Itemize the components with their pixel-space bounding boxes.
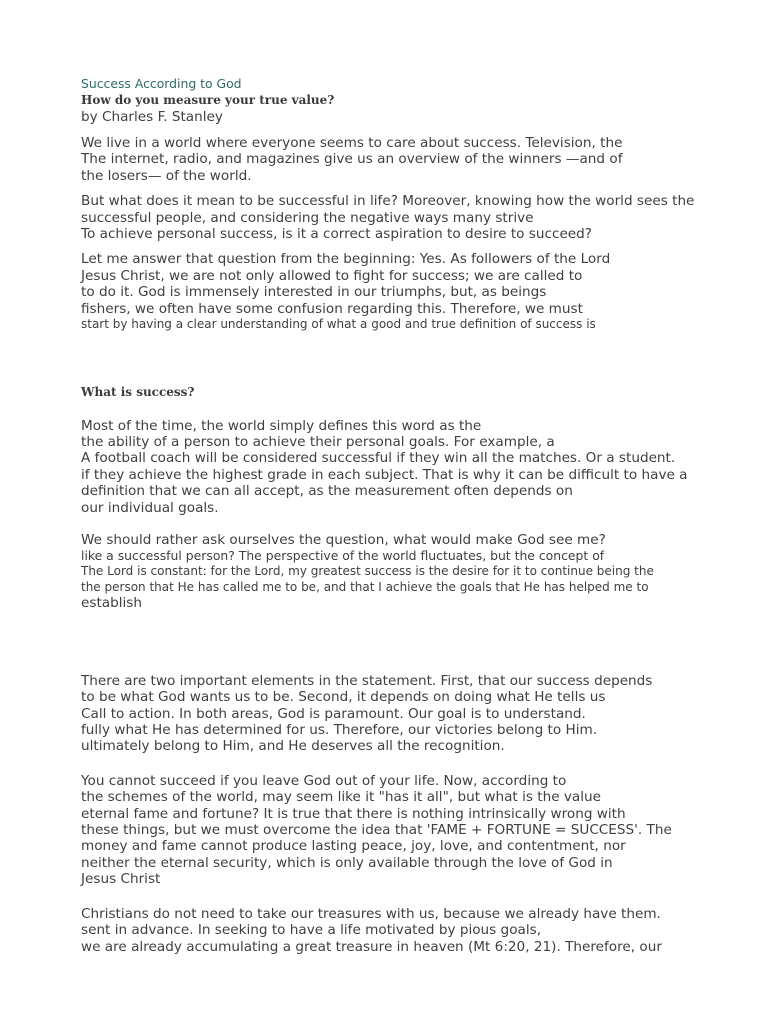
author-byline: by Charles F. Stanley	[81, 109, 223, 125]
text-line: We live in a world where everyone seems to care about success. Television, the	[81, 135, 623, 151]
document-page	[81, 76, 701, 964]
spacer	[81, 342, 701, 384]
text-line: fully what He has determined for us. Therefore, our victories belong to Him.	[81, 722, 598, 739]
text-line: The internet, radio, and magazines give us an overview of the winners —and of	[81, 151, 623, 168]
text-line: to be what God wants us to be. Second, it depends on doing what He tells us	[81, 689, 606, 706]
text-line: Christians do not need to take our treasures with us, because we already have them.	[81, 905, 661, 922]
text-line: like a successful person? The perspective of the world fluctuates, but the concept of	[81, 548, 605, 564]
text-line: You cannot succeed if you leave God out of your life. Now, according to	[81, 772, 567, 789]
text-line: to do it. God is immensely interested in our triumphs, but, as beings	[81, 284, 547, 301]
text-line: start by having a clear understanding of what a good and true definition of success is	[81, 317, 596, 332]
text-line: establish	[81, 595, 142, 612]
text-line: successful people, and considering the negative ways many strive	[81, 209, 534, 226]
section-heading: What is success?	[81, 384, 195, 399]
text-line: ultimately belong to Him, and He deserves all the recognition.	[81, 738, 505, 755]
text-line: There are two important elements in the statement. First, that our success depends	[81, 672, 653, 689]
document-title: Success According to God	[81, 76, 242, 91]
text-line: the ability of a person to achieve their personal goals. For example, a	[81, 433, 555, 450]
spacer	[81, 400, 701, 418]
text-line: these things, but we must overcome the idea that 'FAME + FORTUNE = SUCCESS'. The	[81, 822, 672, 839]
text-line: A football coach will be considered successful if they win all the matches. Or a student.	[81, 450, 676, 467]
text-line: we are already accumulating a great treasure in heaven (Mt 6:20, 21). Therefore, our	[81, 938, 662, 955]
text-line: fishers, we often have some confusion regarding this. Therefore, we must	[81, 300, 583, 317]
paragraph-2	[81, 193, 701, 242]
text-line: But what does it mean to be successful in life? Moreover, knowing how the world sees the	[81, 193, 695, 210]
paragraph-4	[81, 418, 701, 516]
text-line: money and fame cannot produce lasting peace, joy, love, and contentment, nor	[81, 838, 626, 855]
text-line: Let me answer that question from the beginning: Yes. As followers of the Lord	[81, 251, 611, 268]
text-line: sent in advance. In seeking to have a life motivated by pious goals,	[81, 922, 542, 939]
document-subtitle: How do you measure your true value?	[81, 93, 335, 107]
text-line: definition that we can all accept, as the measurement often depends on	[81, 483, 573, 500]
paragraph-6	[81, 673, 701, 755]
text-line: Most of the time, the world simply defines this word as the	[81, 417, 482, 434]
paragraph-1	[81, 135, 701, 184]
text-line: Jesus Christ	[81, 871, 161, 888]
text-line: eternal fame and fortune? It is true that there is nothing intrinsically wrong with	[81, 805, 626, 822]
text-line: Jesus Christ, we are not only allowed to fight for success; we are called to	[81, 267, 583, 284]
text-line: the schemes of the world, may seem like it "has it all", but what is the value	[81, 789, 602, 806]
text-line: We should rather ask ourselves the question, what would make God see me?	[81, 532, 606, 548]
paragraph-7	[81, 773, 701, 888]
text-line: the losers— of the world.	[81, 167, 252, 184]
paragraph-3	[81, 251, 701, 332]
text-line: if they achieve the highest grade in each subject. That is why it can be difficult to have a	[81, 466, 688, 483]
text-line: The Lord is constant: for the Lord, my greatest success is the desire for it to continue being the	[81, 564, 654, 579]
text-line: the person that He has called me to be, and that I achieve the goals that He has helped me to	[81, 579, 649, 594]
paragraph-5	[81, 532, 701, 612]
text-line: To achieve personal success, is it a correct aspiration to desire to succeed?	[81, 226, 593, 243]
text-line: Call to action. In both areas, God is paramount. Our goal is to understand.	[81, 705, 586, 722]
text-line: neither the eternal security, which is only available through the love of God in	[81, 854, 613, 871]
text-line: our individual goals.	[81, 499, 219, 516]
spacer	[81, 621, 701, 673]
paragraph-8	[81, 906, 701, 955]
